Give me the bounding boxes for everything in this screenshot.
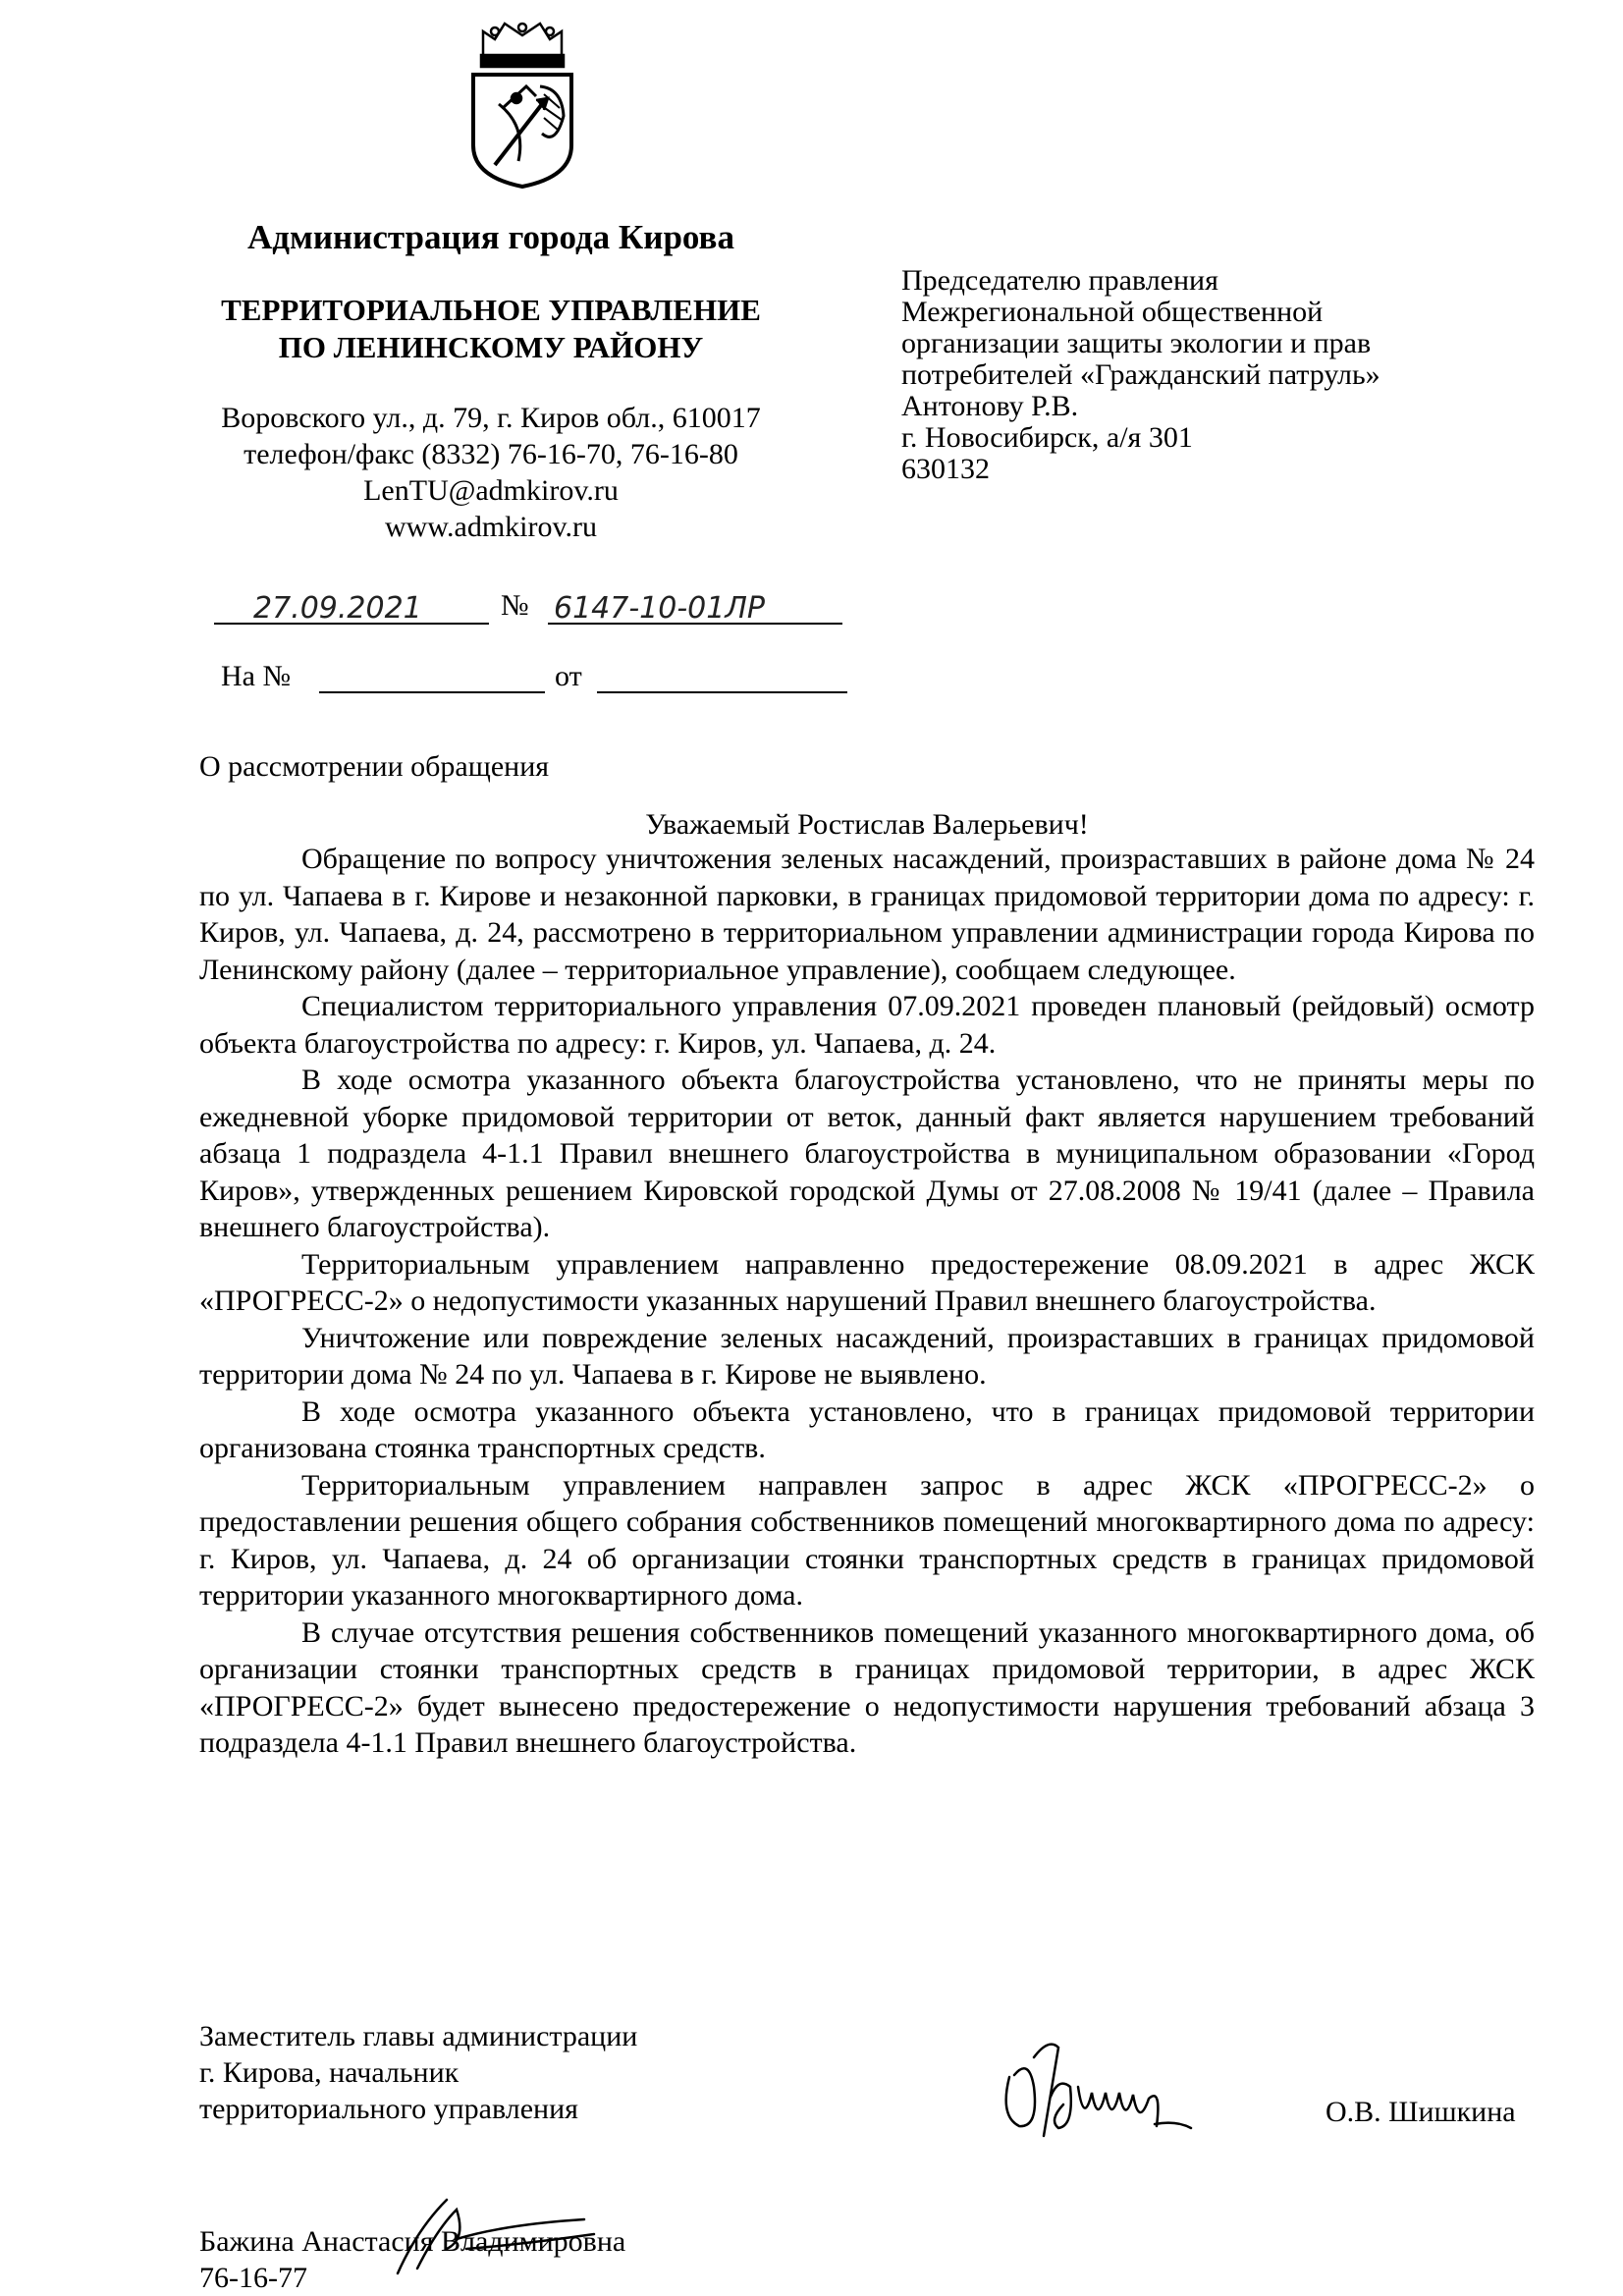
coat-of-arms-icon: [465, 18, 579, 191]
recipient-line-2: Межрегиональной общественной: [901, 296, 1324, 328]
recipient-line-3: организации защиты экологии и прав: [901, 327, 1372, 359]
signatory-position-line-3: территориального управления: [199, 2093, 578, 2125]
executor-signature-icon: [388, 2190, 604, 2278]
letter-subject: О рассмотрении обращения: [199, 750, 550, 783]
paragraph: Обращение по вопросу уничтожения зеленых насаждений, произраставших в районе дома № 24 по ул. Чапаева в г. Кирове и незаконной парковки, в границах придомовой территории дома по адресу: г. Киров, ул. Чапаева, д. 24, рассмотрено в территориальном управлении администрации города Кирова по Ленинскому району (далее – территориальное управление), сообщаем следующее.: [199, 843, 1535, 986]
recipient-line-7: 630132: [901, 453, 990, 485]
executor-name: Бажина Анастасия Владимировна: [199, 2225, 626, 2258]
department-line-1: ТЕРРИТОРИАЛЬНОЕ УПРАВЛЕНИЕ: [221, 293, 761, 327]
sender-website: www.admkirov.ru: [384, 511, 598, 543]
paragraph: Территориальным управлением направлен запрос в адрес ЖСК «ПРОГРЕСС-2» о предоставлении решения общего собрания собственников помещений многоквартирного дома по адресу: г. Киров, ул. Чапаева, д. 24 об организации стоянки транспортных средств в границах придомовой территории указанного многоквартирного дома.: [199, 1468, 1535, 1612]
reference-from-label: от: [555, 660, 582, 692]
recipient-line-1: Председателю правления: [901, 264, 1218, 297]
recipient-line-5: Антонову Р.В.: [901, 390, 1079, 422]
paragraph: В случае отсутствия решения собственников помещений указанного многоквартирного дома, об организации стоянки транспортных средств в границах придомовой территории, в адрес ЖСК «ПРОГРЕСС-2» будет вынесено предостережение о недопустимости нарушения требований абзаца 3 подраздела 4-1.1 Правил внешнего благоустройства.: [199, 1615, 1535, 1759]
paragraph: В ходе осмотра указанного объекта благоустройства установлено, что не приняты меры по ежедневной уборке придомовой территории от веток, данный факт является нарушением требований абзаца 1 подраздела 4-1.1 Правил внешнего благоустройства в муниципальном образовании «Город Киров», утвержденных решением Кировской городской Думы от 27.08.2008 № 19/41 (далее – Правила внешнего благоустройства).: [199, 1064, 1535, 1243]
registration-number: 6147-10-01ЛР: [554, 591, 765, 626]
registration-number-label: №: [501, 589, 529, 622]
paragraph: В ходе осмотра указанного объекта установлено, что в границах придомовой территории организована стоянка транспортных средств.: [199, 1394, 1535, 1464]
recipient-line-6: г. Новосибирск, а/я 301: [901, 421, 1193, 454]
salutation: Уважаемый Ростислав Валерьевич!: [645, 808, 1089, 841]
paragraph: Территориальным управлением направленно предостережение 08.09.2021 в адрес ЖСК «ПРОГРЕСС-2» о недопустимости указанных нарушений Правил внешнего благоустройства.: [199, 1247, 1535, 1317]
signatory-name: О.В. Шишкина: [1325, 2096, 1516, 2128]
recipient-block: [901, 265, 1579, 485]
sender-address: Воровского ул., д. 79, г. Киров обл., 610017: [221, 402, 761, 434]
organization-title: Администрация города Кирова: [247, 218, 734, 256]
signatory-position: [199, 2018, 637, 2127]
paragraph: Уничтожение или повреждение зеленых насаждений, произраставших в границах придомовой территории дома № 24 по ул. Чапаева в г. Кирове не выявлено.: [199, 1321, 1535, 1391]
reference-line: [221, 660, 859, 699]
sender-phone: телефон/факс (8332) 76-16-70, 76-16-80: [243, 438, 738, 470]
recipient-line-4: потребителей «Гражданский патруль»: [901, 358, 1380, 391]
executor-phone: 76-16-77: [199, 2262, 307, 2294]
registration-date: 27.09.2021: [253, 591, 422, 626]
letter-body: [199, 841, 1535, 1762]
signatory-position-line-2: г. Кирова, начальник: [199, 2056, 460, 2089]
department-name: [147, 292, 835, 366]
registration-line: [214, 589, 852, 629]
reference-number-label: На №: [221, 660, 292, 692]
sender-contacts: [147, 400, 835, 545]
signatory-position-line-1: Заместитель главы администрации: [199, 2020, 638, 2052]
signature-icon: [990, 2018, 1206, 2146]
paragraph: Специалистом территориального управления 07.09.2021 проведен плановый (рейдовый) осмотр объекта благоустройства по адресу: г. Киров, ул. Чапаева, д. 24.: [199, 990, 1535, 1060]
sender-email: LenTU@admkirov.ru: [363, 474, 619, 507]
department-line-2: ПО ЛЕНИНСКОМУ РАЙОНУ: [278, 330, 704, 364]
